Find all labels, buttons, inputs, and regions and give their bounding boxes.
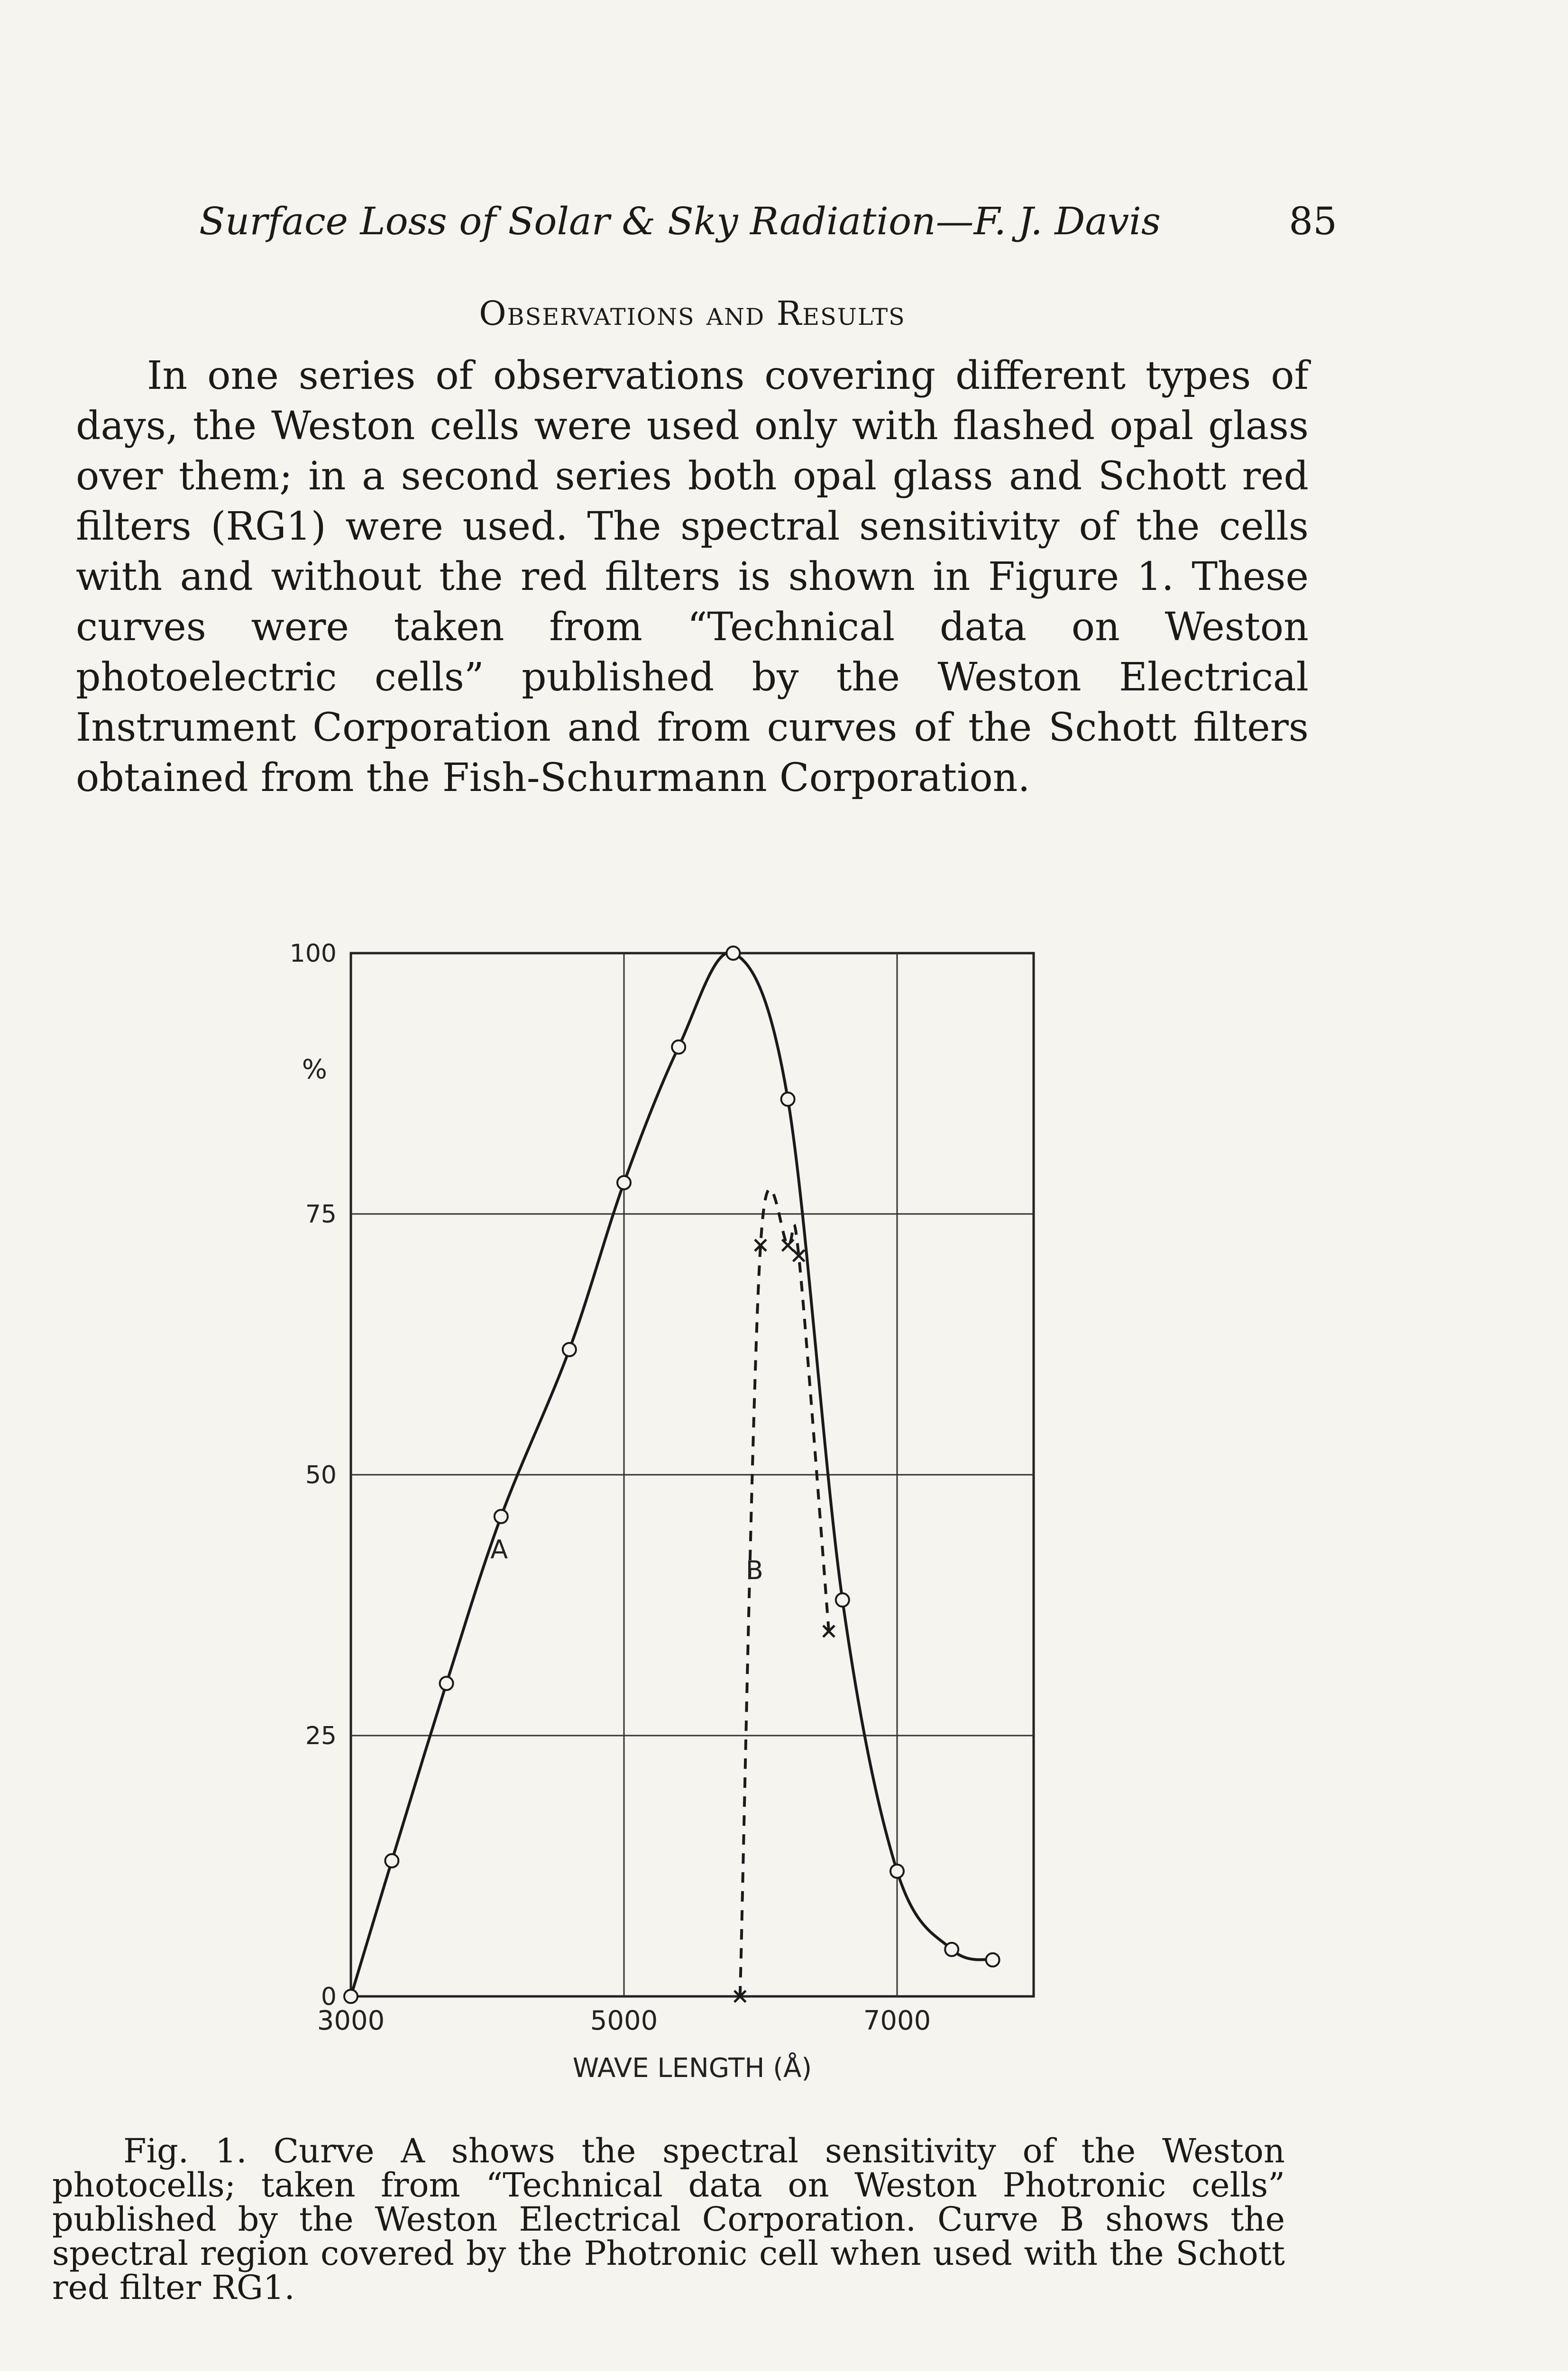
data-point-a <box>836 1593 849 1607</box>
body-text <box>76 351 1309 803</box>
page-number: 85 <box>1289 199 1337 243</box>
y-tick-label: 25 <box>305 1722 337 1750</box>
x-axis-label: WAVE LENGTH (Å) <box>572 2053 812 2084</box>
x-tick-label: 3000 <box>317 2005 385 2036</box>
caption-text: Curve A shows the spectral sensitivity of the Weston photocells; taken from “Technical data on Weston Photronic cells” published by the Weston Electrical Corporation. Curve B shows the spectral region covered by the Photronic cell when used with the Schott red filter RG1. <box>52 2132 1285 2307</box>
data-point-a <box>495 1510 508 1523</box>
figure-caption <box>52 2134 1285 2305</box>
y-tick-label: 0 <box>321 1983 337 2011</box>
y-tick-label: 50 <box>305 1461 337 1489</box>
y-axis-label: % <box>302 1054 327 1085</box>
data-point-a <box>986 1953 999 1967</box>
data-point-a <box>781 1093 795 1106</box>
series-label-a: A <box>490 1535 508 1564</box>
running-title: Surface Loss of Solar & Sky Radiation—F. J. Davis <box>199 199 1161 243</box>
data-point-a <box>344 1990 358 2003</box>
caption-label: Fig. 1. <box>123 2132 247 2170</box>
x-tick-label: 7000 <box>863 2005 931 2036</box>
series-line-b <box>740 1189 829 1996</box>
data-point-a <box>617 1176 631 1189</box>
spectral-sensitivity-chart <box>266 915 1072 2120</box>
caption-paragraph <box>52 2134 1285 2305</box>
data-point-a <box>385 1854 398 1867</box>
data-point-a <box>672 1040 685 1054</box>
data-point-a <box>945 1943 958 1956</box>
y-tick-label: 100 <box>289 939 337 968</box>
data-point-a <box>726 947 740 960</box>
running-header <box>199 199 1337 243</box>
data-point-b <box>782 1240 794 1251</box>
figure-1 <box>266 915 1072 2120</box>
x-tick-label: 5000 <box>590 2005 658 2036</box>
data-point-a <box>890 1865 904 1878</box>
data-point-a <box>440 1677 453 1690</box>
y-tick-label: 75 <box>305 1200 337 1229</box>
series-label-b: B <box>745 1555 763 1585</box>
section-title: Observations and Results <box>479 294 906 333</box>
body-paragraph: In one series of observations covering different types of days, the Weston cells were used only with flashed opal glass over them; in a second series both opal glass and Schott red filters (RG1) were used. The spectral sensitivity of the cells with and without the red filters is shown in Figure 1. These curves were taken from “Technical data on Weston photoelectric cells” published by the Weston Electrical Instrument Corporation and from curves of the Schott filters obtained from the Fish-Schurmann Corporation. <box>76 353 1309 800</box>
data-point-a <box>563 1343 576 1356</box>
